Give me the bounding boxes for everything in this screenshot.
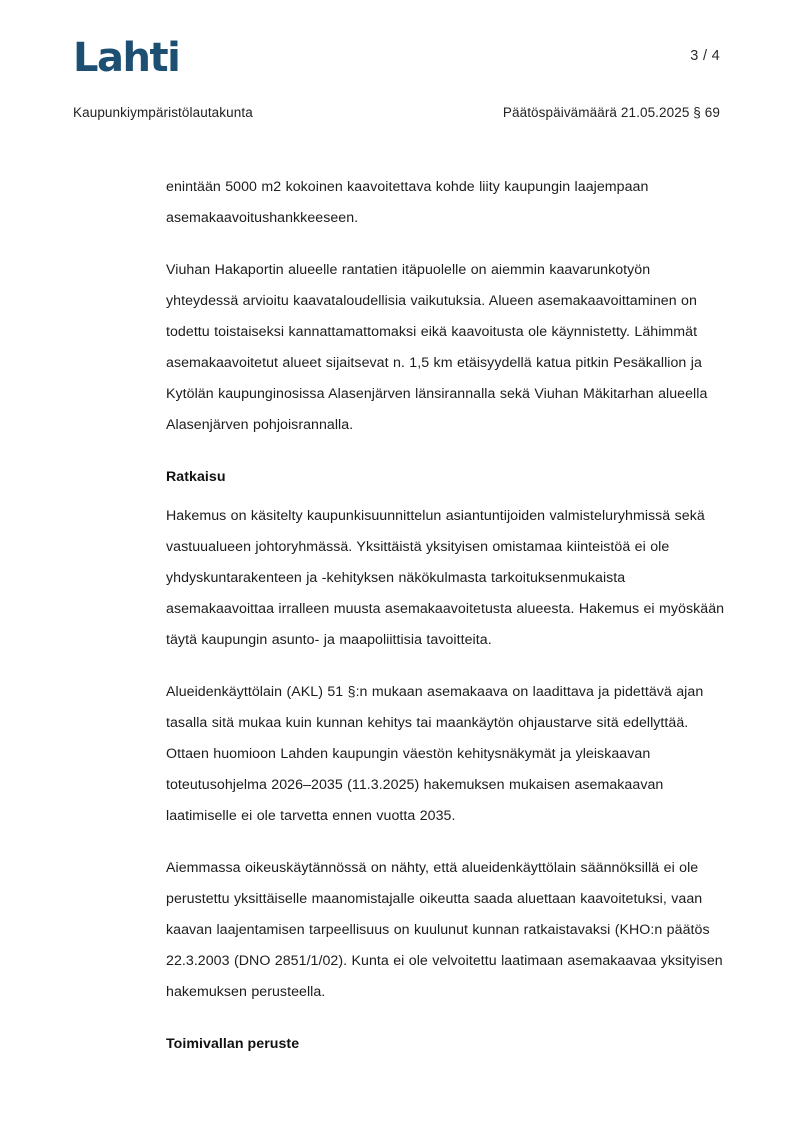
section-heading-toimivallan-peruste: Toimivallan peruste (166, 1036, 300, 1052)
section-heading-ratkaisu: Ratkaisu (166, 469, 226, 485)
lahti-logo: Lahti (73, 35, 180, 81)
page-number: 3 / 4 (690, 48, 720, 64)
body-paragraph: enintään 5000 m2 kokoinen kaavoitettava kohde liity kaupungin laajempaan asemakaavoitushankkeeseen. (166, 179, 649, 226)
page-header (73, 36, 720, 84)
document-meta (73, 105, 720, 125)
body-paragraph: Hakemus on käsitelty kaupunkisuunnittelun asiantuntijoiden valmisteluryhmissä sekä vastuualueen johtoryhmässä. Yksittäistä yksityisen omistamaa kiinteistöä ei ole yhdyskuntarakenteen ja -kehityksen näkökulmasta tarkoituksenmukaista asemakaavoittaa irralleen muusta asemakaavoitetusta alueesta. Hakemus ei myöskään täytä kaupungin asunto- ja maapoliittisia tavoitteita. (166, 508, 725, 648)
body-paragraph: Alueidenkäyttölain (AKL) 51 §:n mukaan asemakaava on laadittava ja pidettävä ajan tasalla sitä mukaa kuin kunnan kehitys tai maankäytön ohjaustarve sitä edellyttää. Ottaen huomioon Lahden kaupungin väestön kehitysnäkymät ja yleiskaavan toteutusohjelma 2026–2035 (11.3.2025) hakemuksen mukaisen asemakaavan laatimiselle ei ole tarvetta ennen vuotta 2035. (166, 684, 704, 824)
document-body (166, 172, 726, 1068)
body-paragraph: Aiemmassa oikeuskäytännössä on nähty, että alueidenkäyttölain säännöksillä ei ole perustettu yksittäiselle maanomistajalle oikeutta saada aluettaan kaavoitetuksi, vaan kaavan laajentamisen tarpeellisuus on kuulunut kunnan ratkaistavaksi (KHO:n päätös 22.3.2003 (DNO 2851/1/02). Kunta ei ole velvoitettu laatimaan asemakaavaa yksityisen hakemuksen perusteella. (166, 860, 723, 1000)
committee-name: Kaupunkiympäristölautakunta (73, 105, 253, 120)
decision-date: Päätöspäivämäärä 21.05.2025 § 69 (502, 105, 720, 120)
body-paragraph: Viuhan Hakaportin alueelle rantatien itäpuolelle on aiemmin kaavarunkotyön yhteydessä arvioitu kaavataloudellisia vaikutuksia. Alueen asemakaavoittaminen on todettu toistaiseksi kannattamattomaksi eikä kaavoitusta ole käynnistetty. Lähimmät asemakaavoitetut alueet sijaitsevat n. 1,5 km etäisyydellä katua pitkin Pesäkallion ja Kytölän kaupunginosissa Alasenjärven länsirannalla sekä Viuhan Mäkitarhan alueella Alasenjärven pohjoisrannalla. (166, 262, 708, 433)
